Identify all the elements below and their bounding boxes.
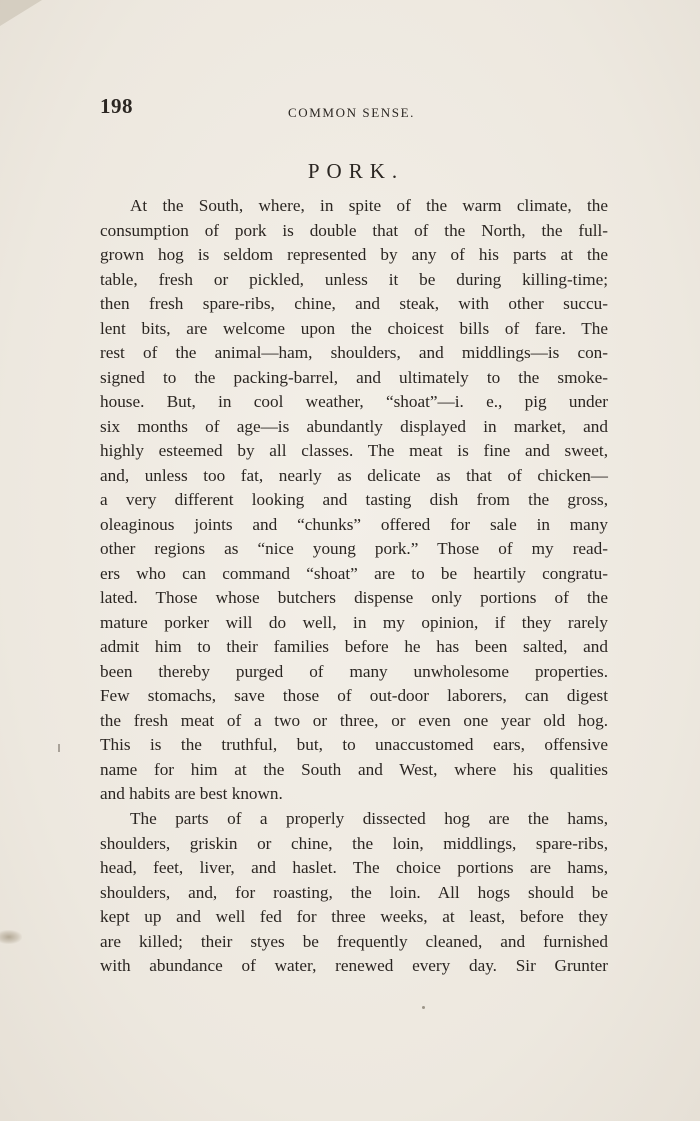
page-corner-fold bbox=[0, 0, 42, 26]
text-line: shoulders, and, for roasting, the loin. All hogs should be bbox=[100, 882, 608, 902]
text-line: house. But, in cool weather, “shoat”—i. e., pig under bbox=[100, 392, 608, 411]
running-head: COMMON SENSE. bbox=[288, 105, 415, 120]
text-line: mature porker will do well, in my opinion, if they rarely bbox=[100, 612, 608, 632]
page-speck bbox=[422, 1006, 425, 1009]
text-line: other regions as “nice young pork.” Those of my read- bbox=[100, 539, 608, 558]
text-line: kept up and well fed for three weeks, at least, before they bbox=[100, 907, 608, 926]
text-line: lent bits, are welcome upon the choicest bills of fare. The bbox=[100, 318, 608, 338]
text-line: then fresh spare-ribs, chine, and steak, with other succu- bbox=[100, 294, 608, 313]
body-text bbox=[100, 194, 608, 979]
text-line: the fresh meat of a two or three, or even one year old hog. bbox=[100, 710, 608, 730]
text-line: and, unless too fat, nearly as delicate as that of chicken— bbox=[100, 465, 608, 485]
text-line: with abundance of water, renewed every day. Sir Grunter bbox=[100, 956, 608, 975]
page-number: 198 bbox=[100, 94, 133, 118]
text-line: consumption of pork is double that of the North, the full- bbox=[100, 220, 608, 240]
text-line: shoulders, griskin or chine, the loin, middlings, spare-ribs, bbox=[100, 833, 608, 853]
margin-mark bbox=[58, 744, 60, 752]
text-line: are killed; their styes be frequently cleaned, and furnished bbox=[100, 931, 608, 951]
text-line: six months of age—is abundantly displayed in market, and bbox=[100, 416, 608, 436]
text-line: The parts of a properly dissected hog are the hams, bbox=[130, 809, 608, 828]
text-line: a very different looking and tasting dish from the gross, bbox=[100, 490, 608, 509]
text-line: This is the truthful, but, to unaccustomed ears, offensive bbox=[100, 735, 608, 754]
text-line: Few stomachs, save those of out-door laborers, can digest bbox=[100, 686, 608, 705]
text-line: head, feet, liver, and haslet. The choice portions are hams, bbox=[100, 858, 608, 877]
text-line: signed to the packing-barrel, and ultimately to the smoke- bbox=[100, 367, 608, 387]
text-line: admit him to their families before he has been salted, and bbox=[100, 637, 608, 656]
text-line: been thereby purged of many unwholesome properties. bbox=[100, 661, 608, 681]
margin-smudge bbox=[0, 930, 22, 944]
chapter-title: PORK. bbox=[307, 159, 405, 183]
text-line: oleaginous joints and “chunks” offered for sale in many bbox=[100, 514, 608, 534]
text-line: table, fresh or pickled, unless it be during killing-time; bbox=[100, 269, 608, 289]
text-line: grown hog is seldom represented by any of his parts at the bbox=[100, 245, 608, 264]
text-line: At the South, where, in spite of the warm climate, the bbox=[130, 196, 608, 215]
text-line: name for him at the South and West, where his qualities bbox=[100, 759, 608, 779]
text-line: and habits are best known. bbox=[100, 784, 283, 803]
text-line: ers who can command “shoat” are to be heartily congratu- bbox=[100, 563, 608, 583]
text-line: highly esteemed by all classes. The meat is fine and sweet, bbox=[100, 441, 608, 460]
text-line: lated. Those whose butchers dispense only portions of the bbox=[100, 588, 608, 607]
text-line: rest of the animal—ham, shoulders, and middlings—is con- bbox=[100, 343, 608, 362]
